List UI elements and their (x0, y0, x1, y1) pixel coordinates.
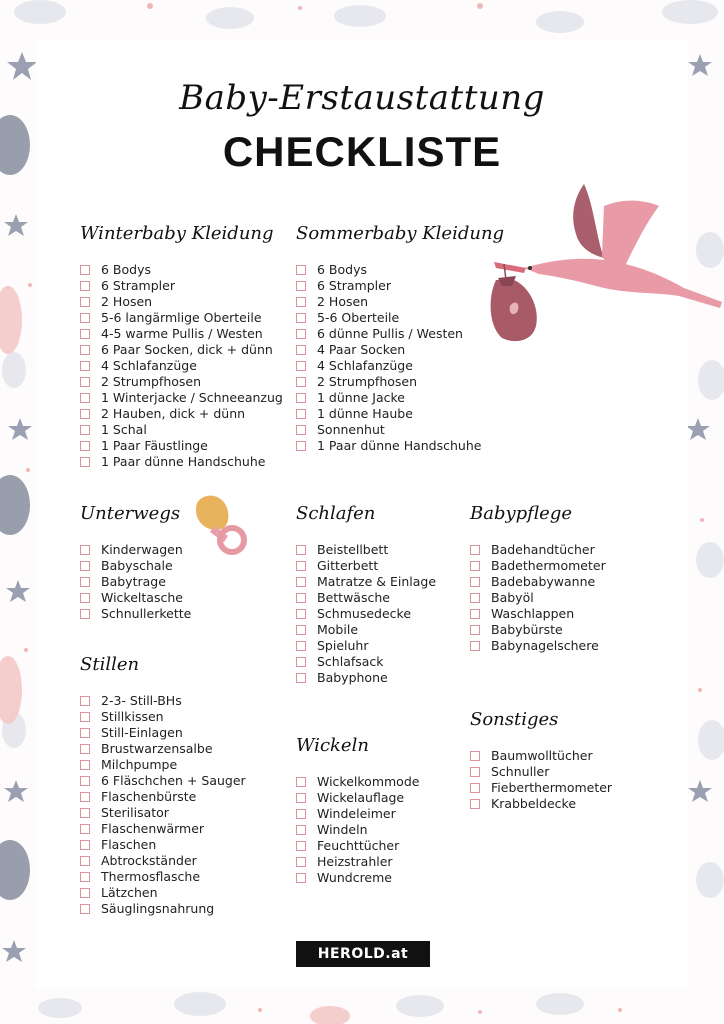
checklist-item[interactable] (296, 822, 419, 838)
checklist-item[interactable] (296, 574, 436, 590)
checklist-item[interactable] (296, 606, 436, 622)
checklist-item[interactable] (80, 869, 246, 885)
checklist-item-label: 1 dünne Jacke (317, 390, 405, 405)
checklist-item[interactable] (80, 454, 283, 470)
checklist-item-label: Flaschenwärmer (101, 821, 205, 836)
checklist-item-label: Bettwäsche (317, 590, 390, 605)
checkbox-icon[interactable] (80, 872, 90, 882)
checkbox-icon[interactable] (470, 625, 480, 635)
checklist-item-label: 6 Paar Socken, dick + dünn (101, 342, 273, 357)
checklist-item-label: Babyschale (101, 558, 173, 573)
checkbox-icon[interactable] (296, 345, 306, 355)
checklist-item-label: 6 dünne Pullis / Westen (317, 326, 463, 341)
checklist-item-label: Fieberthermometer (491, 780, 613, 795)
checklist-item[interactable] (296, 342, 504, 358)
checkbox-icon[interactable] (470, 561, 480, 571)
checklist-item[interactable] (470, 542, 606, 558)
checkbox-icon[interactable] (296, 841, 306, 851)
checklist-item-label: 2 Hauben, dick + dünn (101, 406, 246, 421)
checklist-item-label: Lätzchen (101, 885, 158, 900)
checklist (296, 774, 419, 886)
checklist-item[interactable] (80, 853, 246, 869)
checklist (80, 262, 283, 470)
checklist-item-label: Wundcreme (317, 870, 392, 885)
checklist (80, 542, 191, 622)
checkbox-icon[interactable] (80, 561, 90, 571)
checklist-item[interactable] (296, 870, 419, 886)
checkbox-icon[interactable] (470, 751, 480, 761)
checklist-item-label: Milchpumpe (101, 757, 178, 772)
checkbox-icon[interactable] (80, 824, 90, 834)
checklist-item[interactable] (296, 638, 436, 654)
checkbox-icon[interactable] (80, 361, 90, 371)
section-heading: Stillen (80, 654, 140, 675)
checklist-item-label: Thermosflasche (101, 869, 201, 884)
section-sonstiges (470, 708, 612, 812)
checkbox-icon[interactable] (80, 792, 90, 802)
checklist-item[interactable] (80, 821, 246, 837)
section-winterbaby (80, 222, 283, 470)
checklist-item[interactable] (80, 358, 283, 374)
checkbox-icon[interactable] (296, 593, 306, 603)
checklist-item[interactable] (470, 606, 606, 622)
checkbox-icon[interactable] (296, 641, 306, 651)
checklist-item-label: Krabbeldecke (491, 796, 577, 811)
checklist-item-label: Waschlappen (491, 606, 575, 621)
checkbox-icon[interactable] (80, 744, 90, 754)
checklist-item-label: Baumwolltücher (491, 748, 593, 763)
checklist-item-label: Wickeltasche (101, 590, 183, 605)
checklist-item[interactable] (80, 805, 246, 821)
checkbox-icon[interactable] (296, 577, 306, 587)
section-heading: Babypflege (470, 503, 573, 524)
checklist-item[interactable] (470, 590, 606, 606)
checklist (80, 693, 246, 917)
checklist-item[interactable] (296, 390, 504, 406)
checkbox-icon[interactable] (296, 777, 306, 787)
checkbox-icon[interactable] (80, 545, 90, 555)
checklist-item[interactable] (296, 790, 419, 806)
checkbox-icon[interactable] (80, 457, 90, 467)
checklist-item[interactable] (80, 789, 246, 805)
section-stillen (80, 653, 246, 917)
checklist-item-label: 1 Schal (101, 422, 147, 437)
checklist-item[interactable] (296, 262, 504, 278)
checklist-item-label: 1 dünne Haube (317, 406, 413, 421)
pacifier-illustration (190, 490, 260, 562)
checklist-item-label: Schnuller (491, 764, 550, 779)
checklist-item[interactable] (80, 294, 283, 310)
checklist-item[interactable] (80, 837, 246, 853)
checklist-item-label: 2-3- Still-BHs (101, 693, 182, 708)
section-babypflege (470, 502, 606, 654)
checkbox-icon[interactable] (80, 904, 90, 914)
checklist-item-label: Babynagelschere (491, 638, 599, 653)
checklist-item[interactable] (296, 294, 504, 310)
checklist-item[interactable] (80, 574, 191, 590)
checklist-item[interactable] (80, 693, 246, 709)
checklist-item-label: 6 Fläschchen + Sauger (101, 773, 246, 788)
checkbox-icon[interactable] (470, 783, 480, 793)
stork-illustration (484, 176, 724, 346)
checklist-item-label: 2 Strumpfhosen (101, 374, 202, 389)
checklist-item-label: Sonnenhut (317, 422, 385, 437)
checkbox-icon[interactable] (296, 313, 306, 323)
checkbox-icon[interactable] (80, 425, 90, 435)
checkbox-icon[interactable] (296, 393, 306, 403)
checklist-item-label: 1 Paar dünne Handschuhe (317, 438, 482, 453)
checklist (296, 262, 504, 454)
checkbox-icon[interactable] (296, 561, 306, 571)
checklist-item[interactable] (80, 542, 191, 558)
checklist-item-label: Feuchttücher (317, 838, 400, 853)
checklist-item[interactable] (296, 670, 436, 686)
checklist-item-label: Babyöl (491, 590, 534, 605)
checkbox-icon[interactable] (80, 776, 90, 786)
checklist-item-label: Säuglingsnahrung (101, 901, 215, 916)
checklist-item[interactable] (80, 901, 246, 917)
checklist-item-label: Matratze & Einlage (317, 574, 437, 589)
checklist-item-label: 6 Bodys (101, 262, 151, 277)
checklist-item-label: 4-5 warme Pullis / Westen (101, 326, 263, 341)
checklist-item-label: Schnullerkette (101, 606, 192, 621)
checkbox-icon[interactable] (80, 297, 90, 307)
checkbox-icon[interactable] (80, 696, 90, 706)
checklist-item[interactable] (296, 326, 504, 342)
checklist-item[interactable] (296, 838, 419, 854)
checkbox-icon[interactable] (296, 329, 306, 339)
checklist-item[interactable] (296, 406, 504, 422)
checklist-item[interactable] (296, 774, 419, 790)
checklist-item[interactable] (470, 574, 606, 590)
checklist-item[interactable] (80, 278, 283, 294)
checkbox-icon[interactable] (296, 409, 306, 419)
checklist-item-label: Flaschen (101, 837, 157, 852)
checkbox-icon[interactable] (296, 545, 306, 555)
section-unterwegs (80, 502, 191, 622)
section-heading: Sonstiges (470, 709, 559, 730)
checklist-item[interactable] (80, 757, 246, 773)
checklist-item[interactable] (80, 422, 283, 438)
checklist-item-label: 1 Paar Fäustlinge (101, 438, 208, 453)
checklist-item-label: 5-6 langärmlige Oberteile (101, 310, 262, 325)
checkbox-icon[interactable] (80, 593, 90, 603)
checkbox-icon[interactable] (80, 840, 90, 850)
checkbox-icon[interactable] (296, 609, 306, 619)
checkbox-icon[interactable] (80, 712, 90, 722)
checklist-item[interactable] (80, 709, 246, 725)
checkbox-icon[interactable] (80, 760, 90, 770)
checklist-item[interactable] (80, 390, 283, 406)
checklist-item-label: Spieluhr (317, 638, 369, 653)
checklist-item[interactable] (296, 422, 504, 438)
checklist-item-label: 2 Hosen (317, 294, 369, 309)
checkbox-icon[interactable] (80, 888, 90, 898)
checkbox-icon[interactable] (80, 609, 90, 619)
checklist-item-label: 6 Strampler (101, 278, 175, 293)
page-title: CHECKLISTE (222, 128, 502, 175)
checkbox-icon[interactable] (296, 625, 306, 635)
checklist-item[interactable] (296, 558, 436, 574)
checklist-item-label: 6 Bodys (317, 262, 367, 277)
checkbox-icon[interactable] (296, 657, 306, 667)
section-heading: Unterwegs (80, 503, 181, 524)
checkbox-icon[interactable] (470, 577, 480, 587)
checklist-item[interactable] (470, 748, 612, 764)
checklist-item[interactable] (470, 764, 612, 780)
section-wickeln (296, 734, 419, 886)
checklist-item-label: Beistellbett (317, 542, 389, 557)
checklist-item-label: Wickelkommode (317, 774, 420, 789)
checklist-item[interactable] (80, 606, 191, 622)
checklist-item[interactable] (80, 310, 283, 326)
checklist-item-label: Flaschenbürste (101, 789, 197, 804)
checkbox-icon[interactable] (80, 265, 90, 275)
checklist-item-label: Heizstrahler (317, 854, 393, 869)
checkbox-icon[interactable] (80, 577, 90, 587)
checkbox-icon[interactable] (80, 329, 90, 339)
checklist-item[interactable] (470, 638, 606, 654)
checklist-item-label: Brustwarzensalbe (101, 741, 213, 756)
checklist (296, 542, 436, 686)
checklist-item-label: Abtrockständer (101, 853, 197, 868)
checklist-item[interactable] (80, 342, 283, 358)
checklist-item[interactable] (80, 725, 246, 741)
checklist-item[interactable] (296, 654, 436, 670)
checkbox-icon[interactable] (470, 641, 480, 651)
checklist-item-label: Stillkissen (101, 709, 164, 724)
checklist-item[interactable] (80, 773, 246, 789)
checklist-item[interactable] (296, 358, 504, 374)
checklist-item[interactable] (296, 438, 504, 454)
checkbox-icon[interactable] (296, 873, 306, 883)
checkbox-icon[interactable] (470, 545, 480, 555)
checkbox-icon[interactable] (470, 767, 480, 777)
checklist-item[interactable] (296, 590, 436, 606)
checklist-item[interactable] (80, 406, 283, 422)
checklist-item-label: 4 Paar Socken (317, 342, 406, 357)
checklist-item-label: 1 Winterjacke / Schneeanzug (101, 390, 283, 405)
checkbox-icon[interactable] (80, 281, 90, 291)
checklist-item[interactable] (296, 310, 504, 326)
checkbox-icon[interactable] (80, 728, 90, 738)
checklist-item-label: 4 Schlafanzüge (101, 358, 197, 373)
checklist-item-label: Babyphone (317, 670, 388, 685)
checkbox-icon[interactable] (296, 377, 306, 387)
checklist-item-label: Sterilisator (101, 805, 169, 820)
checklist-item-label: Gitterbett (317, 558, 379, 573)
checklist-item-label: Badehandtücher (491, 542, 595, 557)
checkbox-icon[interactable] (296, 441, 306, 451)
checklist-item[interactable] (80, 590, 191, 606)
checkbox-icon[interactable] (470, 593, 480, 603)
checkbox-icon[interactable] (296, 425, 306, 435)
section-sommerbaby (296, 222, 504, 454)
checkbox-icon[interactable] (296, 281, 306, 291)
checkbox-icon[interactable] (296, 361, 306, 371)
section-heading: Winterbaby Kleidung (80, 223, 274, 244)
checklist-item-label: Mobile (317, 622, 359, 637)
checklist-item-label: 2 Strumpfhosen (317, 374, 418, 389)
checklist-item[interactable] (296, 542, 436, 558)
checkbox-icon[interactable] (296, 857, 306, 867)
checkbox-icon[interactable] (296, 673, 306, 683)
checkbox-icon[interactable] (80, 393, 90, 403)
checkbox-icon[interactable] (80, 441, 90, 451)
checklist-item[interactable] (80, 374, 283, 390)
checklist-item-label: Babytrage (101, 574, 166, 589)
title-script: Baby-Erstaustattung (179, 78, 545, 118)
checklist-item-label: Badebabywanne (491, 574, 596, 589)
checkbox-icon[interactable] (80, 345, 90, 355)
checkbox-icon[interactable] (296, 297, 306, 307)
checklist-item[interactable] (470, 558, 606, 574)
checklist-item[interactable] (80, 438, 283, 454)
checklist-item[interactable] (80, 885, 246, 901)
checklist-item-label: Schmusedecke (317, 606, 412, 621)
checklist-item-label: 2 Hosen (101, 294, 153, 309)
checklist-item-label: 4 Schlafanzüge (317, 358, 413, 373)
checklist-item[interactable] (470, 796, 612, 812)
checklist-item-label: Badethermometer (491, 558, 606, 573)
checklist-item[interactable] (296, 278, 504, 294)
checklist-item-label: Babybürste (491, 622, 563, 637)
checklist-item[interactable] (80, 262, 283, 278)
checklist-item[interactable] (296, 806, 419, 822)
checklist (470, 542, 606, 654)
checkbox-icon[interactable] (296, 809, 306, 819)
checklist-item-label: 6 Strampler (317, 278, 391, 293)
checklist-item-label: Wickelauflage (317, 790, 405, 805)
checkbox-icon[interactable] (80, 856, 90, 866)
checkbox-icon[interactable] (296, 265, 306, 275)
checkbox-icon[interactable] (470, 609, 480, 619)
checklist-item[interactable] (296, 854, 419, 870)
checkbox-icon[interactable] (296, 793, 306, 803)
checklist-item-label: Windeln (317, 822, 368, 837)
checkbox-icon[interactable] (80, 409, 90, 419)
checkbox-icon[interactable] (80, 313, 90, 323)
checkbox-icon[interactable] (296, 825, 306, 835)
section-heading: Schlafen (296, 503, 376, 524)
checklist-item[interactable] (80, 326, 283, 342)
checklist-item[interactable] (470, 622, 606, 638)
section-schlafen (296, 502, 436, 686)
checkbox-icon[interactable] (80, 377, 90, 387)
checkbox-icon[interactable] (80, 808, 90, 818)
checklist-item-label: Schlafsack (317, 654, 384, 669)
checklist-item[interactable] (470, 780, 612, 796)
checklist-item-label: Windeleimer (317, 806, 396, 821)
checklist-item-label: 5-6 Oberteile (317, 310, 400, 325)
checklist-item-label: 1 Paar dünne Handschuhe (101, 454, 266, 469)
checklist-item[interactable] (80, 558, 191, 574)
checklist-item-label: Kinderwagen (101, 542, 183, 557)
section-heading: Sommerbaby Kleidung (296, 223, 505, 244)
checklist-item[interactable] (296, 374, 504, 390)
checklist-item[interactable] (296, 622, 436, 638)
herold-logo: HEROLD.at (296, 941, 430, 967)
checklist-item[interactable] (80, 741, 246, 757)
checkbox-icon[interactable] (470, 799, 480, 809)
checklist-item-label: Still-Einlagen (101, 725, 183, 740)
section-heading: Wickeln (296, 735, 369, 756)
checklist (470, 748, 612, 812)
